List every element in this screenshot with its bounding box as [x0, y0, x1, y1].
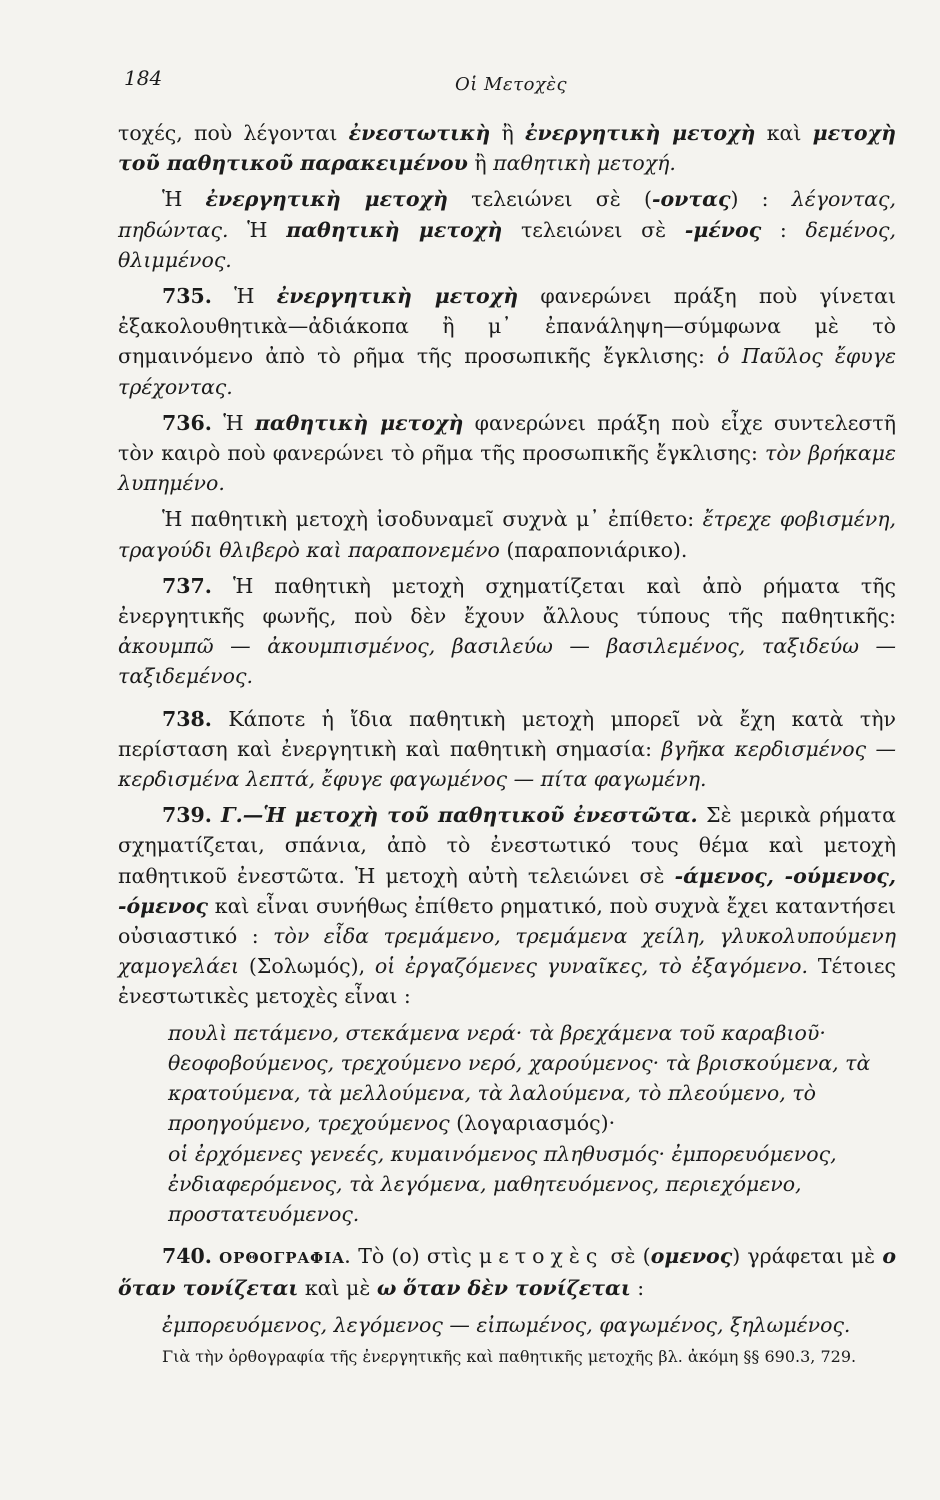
example-list-2: θεοφοβούμενος, τρεχούμενο νερό, χαρούμενος· τὰ βρισκούμενα, τὰ κρατούμενα, τὰ μελλούμενα, τὰ λαλούμενα, τὸ πλεούμενο, τὸ προηγούμενο, τρεχούμενος (λογαριασμός)· [168, 1050, 871, 1136]
example-list-3: οἱ ἐρχόμενες γενεές, κυμαινόμενος πληθυσμός· ἐμπορευόμενος, ἐνδιαφερόμενος, τὰ λεγόμενα, μαθητευόμενος, περιεχόμενο, προστατευόμενος. [168, 1141, 837, 1226]
section-number: 736. [162, 410, 212, 435]
paragraph-intro: τοχές, ποὺ λέγονται ἐνεστωτικὴ ἢ ἐνεργητικὴ μετοχὴ καὶ μετοχὴ τοῦ παθητικοῦ παρακειμένου ἢ παθητικὴ μετοχή. [118, 121, 896, 176]
orthography-examples: ἐμπορευόμενος, λεγόμενος — εἰπωμένος, φαγωμένος, ξηλωμένος. [162, 1312, 851, 1337]
paragraph-endings: Ἡ ἐνεργητικὴ μετοχὴ τελειώνει σὲ (-οντας) : λέγοντας, πηδώντας. Ἡ παθητικὴ μετοχὴ τελειώνει σὲ -μένος : δεμένος, θλιμμένος. [118, 187, 896, 272]
section-number: 738. [162, 706, 212, 731]
section-number: 737. [162, 573, 212, 598]
paragraph-adjective: Ἡ παθητικὴ μετοχὴ ἰσοδυναμεῖ συχνὰ μ᾽ ἐπίθετο: ἔτρεχε φοβισμένη, τραγούδι θλιβερὸ καὶ παραπονεμένο (παραπονιάρικο). [118, 507, 896, 562]
page-body [118, 118, 896, 1368]
section-737: 737. Ἡ παθητικὴ μετοχὴ σχηματίζεται καὶ ἀπὸ ρήματα τῆς ἐνεργητικῆς φωνῆς, ποὺ δὲν ἔχουν ἄλλους τύπους τῆς παθητικῆς: ἀκουμπῶ — ἀκουμπισμένος, βασιλεύω — βασιλεμένος, ταξιδεύω — ταξιδεμένος. [118, 573, 896, 689]
running-title: Οἱ Μετοχὲς [455, 74, 568, 95]
section-label: ΟΡΘΟΓΡΑΦΙΑ. [219, 1249, 352, 1268]
section-number: 739. [162, 803, 212, 828]
section-740: 740. ΟΡΘΟΓΡΑΦΙΑ. Τὸ (ο) στὶς μετοχὲς σὲ (ομενος) γράφεται μὲ ο ὅταν τονίζεται καὶ μὲ ω ὅταν δὲν τονίζεται : [118, 1244, 896, 1301]
section-736: 736. Ἡ παθητικὴ μετοχὴ φανερώνει πράξη ποὺ εἶχε συντελεστῆ τὸν καιρὸ ποὺ φανερώνει τὸ ρῆμα τῆς προσωπικῆς ἔγκλισης: τὸν βρήκαμε λυπημένο. [118, 410, 896, 496]
footnote: Γιὰ τὴν ὀρθογραφία τῆς ἐνεργητικῆς καὶ παθητικῆς μετοχῆς βλ. ἀκόμη §§ 690.3, 729. [162, 1346, 857, 1366]
section-735: 735. Ἡ ἐνεργητικὴ μετοχὴ φανερώνει πράξη ποὺ γίνεται ἐξακολουθητικὰ—ἀδιάκοπα ἢ μ᾽ ἐπανάληψη—σύμφωνα μὲ τὸ σημαινόμενο ἀπὸ τὸ ρῆμα τῆς προσωπικῆς ἔγκλισης: ὁ Παῦλος ἔφυγε τρέχοντας. [118, 284, 897, 399]
section-738: 738. Κάποτε ἡ ἴδια παθητικὴ μετοχὴ μπορεῖ νὰ ἔχη κατὰ τὴν περίσταση καὶ ἐνεργητικὴ καὶ παθητικὴ σημασία: βγῆκα κερδισμένος — κερδισμένα λεπτά, ἔφυγε φαγωμένος — πίτα φαγωμένη. [118, 706, 897, 792]
section-heading: Γ.—Ἡ μετοχὴ τοῦ παθητικοῦ ἐνεστῶτα. [211, 803, 698, 828]
section-number: 740. [162, 1244, 212, 1269]
section-739: 739. Γ.—Ἡ μετοχὴ τοῦ παθητικοῦ ἐνεστῶτα. Σὲ μερικὰ ρήματα σχηματίζεται, σπάνια, ἀπὸ τὸ ἐνεστωτικό τους θέμα καὶ μετοχὴ παθητικοῦ ἐνεστῶτα. Ἡ μετοχὴ αὐτὴ τελειώνει σὲ -άμενος, -ούμενος, -όμενος καὶ εἶναι συνήθως ἐπίθετο ρηματικό, ποὺ συχνὰ ἔχει καταντήσει οὐσιαστικό : τὸν εἶδα τρεμάμενο, τρεμάμενα χείλη, γλυκολυπούμενη χαμογελάει (Σολωμός), οἱ ἐργαζόμενες γυναῖκες, τὸ ἐξαγόμενο. Τέτοιες ἐνεστωτικὲς μετοχὲς εἶναι : [118, 803, 896, 1009]
page-number: 184 [124, 66, 163, 90]
page-header [0, 62, 940, 102]
section-number: 735. [162, 284, 212, 309]
example-list-1: πουλὶ πετάμενο, στεκάμενα νερά· τὰ βρεχάμενα τοῦ καραβιοῦ· [168, 1020, 826, 1045]
